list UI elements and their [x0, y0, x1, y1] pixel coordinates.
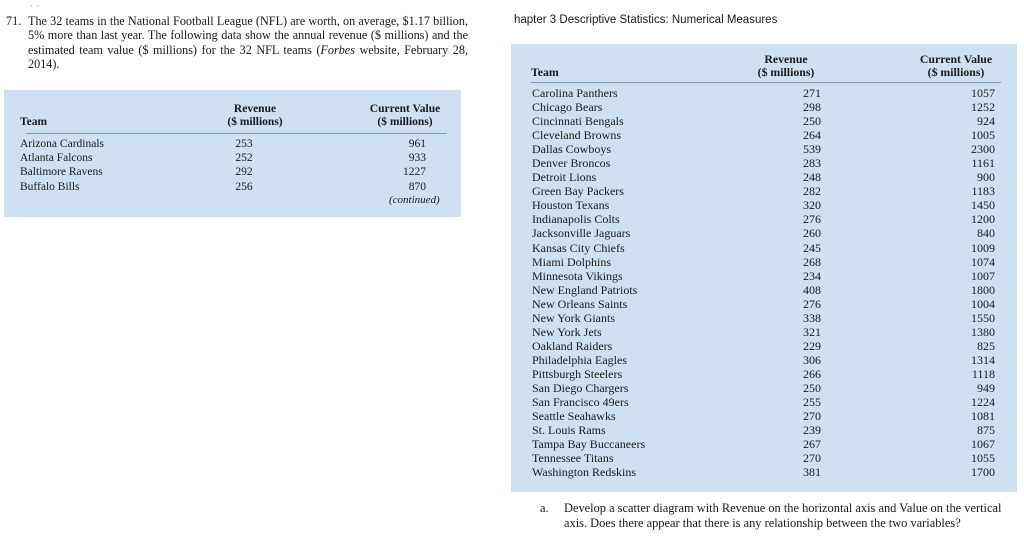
- rt-cell-value: 1700: [971, 465, 995, 480]
- question-text: Develop a scatter diagram with Revenue on the horizontal axis and Value on the vertical axis. Does there appear that there is any relationship between the two variables?: [564, 501, 1002, 530]
- lt-header-team: Team: [20, 116, 48, 128]
- rt-cell-team: Denver Broncos: [532, 156, 611, 171]
- rt-cell-revenue: 239: [803, 423, 821, 438]
- rt-cell-value: 1200: [971, 212, 995, 227]
- rt-cell-revenue: 321: [803, 324, 821, 339]
- problem-statement: [6, 14, 468, 72]
- rt-cell-value: 1009: [971, 240, 995, 255]
- rt-cell-team: Oakland Raiders: [532, 338, 613, 353]
- rt-cell-revenue: 255: [803, 395, 821, 410]
- lt-cell-team: Atlanta Falcons: [20, 152, 93, 165]
- rt-cell-team: Green Bay Packers: [532, 184, 624, 199]
- rt-cell-value: 1081: [971, 409, 995, 424]
- rt-cell-revenue: 271: [803, 86, 821, 100]
- rt-cell-value: 1067: [971, 437, 995, 452]
- rt-cell-team: Cleveland Browns: [532, 128, 621, 143]
- chapter-header: hapter 3 Descriptive Statistics: Numerical Measures: [514, 14, 778, 26]
- rt-cell-revenue: 282: [803, 184, 821, 199]
- rt-cell-team: Chicago Bears: [532, 100, 603, 115]
- problem-text: [28, 14, 468, 72]
- rt-team-column: [532, 86, 645, 479]
- rt-cell-value: 1550: [971, 310, 995, 325]
- rt-cell-value: 900: [977, 170, 995, 185]
- rt-cell-team: Washington Redskins: [532, 465, 637, 480]
- rt-cell-revenue: 283: [803, 156, 821, 171]
- lt-header-revenue: Revenue ($ millions): [227, 103, 283, 128]
- rt-cell-value: 1057: [971, 86, 995, 100]
- rt-cell-team: New York Giants: [532, 310, 616, 325]
- question-label: a.: [540, 501, 549, 515]
- page-artifact-marks: · ·: [30, 2, 41, 11]
- rt-cell-revenue: 250: [803, 380, 821, 395]
- rt-cell-team: Jacksonville Jaguars: [532, 226, 631, 241]
- rt-cell-value: 1004: [971, 296, 995, 311]
- rt-cell-value: 825: [977, 338, 995, 353]
- lt-cell-revenue: 256: [235, 180, 253, 193]
- rt-header-revenue: Revenue ($ millions): [757, 52, 815, 79]
- rt-cell-team: St. Louis Rams: [532, 423, 606, 438]
- rt-cell-value: 924: [977, 114, 995, 129]
- rt-cell-value: 1007: [971, 268, 995, 283]
- rt-cell-team: New England Patriots: [532, 282, 638, 297]
- rt-cell-team: Dallas Cowboys: [532, 142, 611, 157]
- rt-cell-team: San Francisco 49ers: [532, 395, 629, 410]
- rt-cell-revenue: 248: [803, 170, 821, 185]
- rt-cell-team: Indianapolis Colts: [532, 212, 620, 227]
- rt-cell-team: Pittsburgh Steelers: [532, 366, 623, 381]
- lt-cell-team: Arizona Cardinals: [20, 138, 104, 150]
- rt-cell-revenue: 338: [803, 310, 821, 325]
- rt-cell-revenue: 381: [803, 465, 821, 480]
- rt-cell-team: Detroit Lions: [532, 170, 597, 185]
- problem-text-part1: The 32 teams in the National Football League (NFL) are worth, on average, $1.17 billion, 5% more than last year. The following data show the annual revenue ($ millions) and the estimated team value ($ millions) for the 32 NFL teams (: [28, 14, 468, 57]
- rt-cell-revenue: 264: [803, 128, 821, 143]
- rt-cell-team: Philadelphia Eagles: [532, 352, 627, 367]
- lt-cell-team: Buffalo Bills: [20, 180, 80, 193]
- problem-source: Forbes: [320, 42, 355, 57]
- rt-cell-team: New York Jets: [532, 324, 602, 339]
- lt-cell-value: 1227: [403, 166, 426, 179]
- rt-cell-value: 1074: [971, 254, 995, 269]
- rt-cell-value: 1005: [971, 128, 995, 143]
- rt-cell-revenue: 267: [803, 437, 821, 452]
- rt-cell-team: San Diego Chargers: [532, 380, 629, 395]
- rt-value-column: [931, 86, 995, 479]
- rt-cell-revenue: 539: [803, 142, 821, 157]
- rt-cell-value: 1161: [971, 156, 995, 171]
- rt-cell-value: 1252: [971, 100, 995, 115]
- lt-continued: (continued): [389, 194, 440, 206]
- rt-cell-value: 1224: [971, 395, 995, 410]
- lt-cell-team: Baltimore Ravens: [20, 166, 103, 179]
- rt-header-rule: [531, 82, 1001, 83]
- rt-cell-value: 949: [977, 380, 995, 395]
- rt-cell-team: Houston Texans: [532, 198, 610, 213]
- rt-revenue-column: [741, 86, 821, 479]
- lt-cell-revenue: 253: [235, 138, 253, 150]
- rt-cell-revenue: 270: [803, 451, 821, 466]
- rt-cell-revenue: 266: [803, 366, 821, 381]
- rt-cell-value: 1380: [971, 324, 995, 339]
- rt-cell-value: 1800: [971, 282, 995, 297]
- rt-cell-revenue: 276: [803, 212, 821, 227]
- rt-cell-team: Miami Dolphins: [532, 254, 612, 269]
- rt-cell-revenue: 250: [803, 114, 821, 129]
- rt-cell-value: 875: [977, 423, 995, 438]
- rt-cell-team: Seattle Seahawks: [532, 409, 616, 424]
- rt-cell-revenue: 260: [803, 226, 821, 241]
- rt-cell-revenue: 306: [803, 352, 821, 367]
- rt-cell-value: 1183: [971, 184, 995, 199]
- question-a: [540, 501, 1018, 531]
- rt-cell-value: 840: [977, 226, 995, 241]
- problem-text-part2: website, February 28, 2014).: [28, 42, 468, 72]
- lt-cell-revenue: 292: [235, 166, 253, 179]
- lt-header-rule: [26, 133, 447, 134]
- rt-cell-revenue: 270: [803, 409, 821, 424]
- rt-cell-value: 1118: [971, 366, 995, 381]
- rt-cell-team: Cincinnati Bengals: [532, 114, 624, 129]
- lt-cell-revenue: 252: [235, 152, 253, 165]
- rt-cell-revenue: 276: [803, 296, 821, 311]
- rt-cell-revenue: 320: [803, 198, 821, 213]
- rt-cell-team: Tampa Bay Buccaneers: [532, 437, 646, 452]
- rt-header-team: Team: [531, 65, 559, 79]
- rt-cell-value: 2300: [971, 142, 995, 157]
- rt-cell-team: New Orleans Saints: [532, 296, 628, 311]
- rt-cell-team: Tennessee Titans: [532, 451, 614, 466]
- rt-cell-revenue: 229: [803, 338, 821, 353]
- lt-cell-value: 870: [408, 180, 426, 193]
- rt-cell-team: Kansas City Chiefs: [532, 240, 625, 255]
- rt-cell-value: 1314: [971, 352, 995, 367]
- rt-cell-team: Carolina Panthers: [532, 86, 618, 100]
- rt-header-value: Current Value ($ millions): [919, 52, 993, 79]
- right-data-table: [511, 44, 1017, 492]
- rt-cell-revenue: 234: [803, 268, 821, 283]
- rt-cell-team: Minnesota Vikings: [532, 268, 623, 283]
- rt-cell-revenue: 268: [803, 254, 821, 269]
- lt-cell-value: 961: [408, 138, 426, 150]
- left-data-table: [4, 90, 461, 217]
- rt-cell-revenue: 245: [803, 240, 821, 255]
- lt-cell-value: 933: [408, 152, 426, 165]
- lt-header-value: Current Value ($ millions): [369, 103, 441, 128]
- rt-cell-value: 1450: [971, 198, 995, 213]
- rt-cell-value: 1055: [971, 451, 995, 466]
- problem-number: 71.: [6, 14, 22, 28]
- rt-cell-revenue: 408: [803, 282, 821, 297]
- rt-cell-revenue: 298: [803, 100, 821, 115]
